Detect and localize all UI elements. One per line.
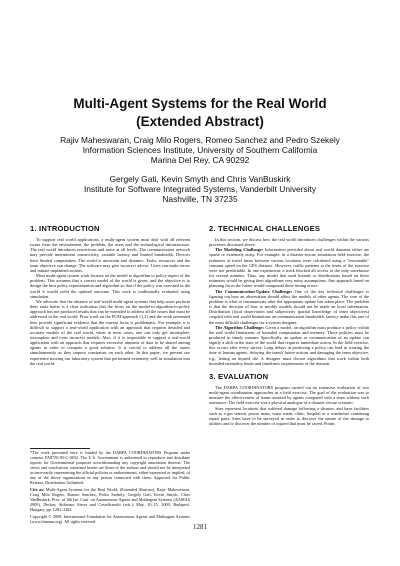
author-affiliation: Information Sciences Institute, University of Southern California [82, 145, 318, 155]
paragraph-body: One of the key technical challenges is figuring out how an observation should affect the models of other agents. The core of the problem is what to communicate after the appropriate update has taken place. The problem is that the decision of how to modify models should not be made on local information. Distribution (local observation and subjectivity (partial knowledge of team objectives) coupled with real world limitations on communication bandwidth, latency make this one of the most difficult challenges for a system designer. [209, 288, 369, 325]
funding-footnote: *The work presented here is funded by the DARPA COORDINATORS Program under contract FA8750-05-C-0032. The U.S. Government is authorized to reproduce and distribute reports for Governmental purposes notwithstanding any copyright annotation thereon. The views and conclusions contained herein are those of the authors and should not be interpreted as necessarily representing the official policies or endorsements, either expressed or implied, of any of the above organizations or any person connected with them. Approved for Public Release, Distribution Unlimited. [30, 450, 190, 485]
author-names: Gergely Gati, Kevin Smyth and Chris VanBuskirk [109, 174, 291, 184]
author-block-isi [0, 135, 400, 165]
communication-paragraph [209, 289, 369, 325]
body-paragraph: The DARPA COORDINATORS program carried out an extensive evaluation of two multi-agent coordination approaches in a field exercise. The goal of the evaluation was to measure the effectiveness of teams assisted by agents compared with a team without such assistance. The field exercise was a physical analogue of a disaster rescue scenario. [209, 384, 369, 406]
body-paragraph: In this section, we discuss how the real world introduces challenges within the various processes discussed above. [209, 237, 369, 248]
paragraph-body: Information provided about real world domains either are sparse or extremely noisy. For example, in a disaster-rescue simulation field exercise, the estimates of travel times between various locations were calculated using a "reasonable" constant speed on the GPS distance. However, traffic patterns at the times of the exercise were not predictable. In one experiment, a truck blocked all access to the only warehouse for several minutes. Thus, any model that used bounds or distributions based on these estimates would be giving their algorithms very noisy assumptions. Any approach based on planning far in the future would compound these timing errors. [209, 247, 369, 289]
run-in-heading: The Communication-Update Challenge: [215, 288, 293, 294]
section-heading-introduction: 1. INTRODUCTION [30, 224, 100, 233]
cite-label: Cite as: [30, 487, 45, 492]
algorithm-paragraph [209, 325, 369, 366]
footnote-divider [30, 448, 90, 449]
citation-note [30, 487, 190, 512]
paper-subtitle: (Extended Abstract) [136, 114, 264, 129]
section-heading-evaluation: 3. EVALUATION [209, 371, 269, 381]
paper-title: Multi-Agent Systems for the Real World [73, 96, 327, 111]
paragraph-body: Given a model, an algorithm must produce a policy within the real world limitations of bounded computation and memory. These policies must be produced in timely manner. Specifically, an update or communication of an update can signify a shift in the state of the world that requires immediate action. In the field exercise, this occurs after every survey. Long delays in producing a policy can lead to wasting the time of human agents, delaying the team's future actions and damaging the team objective, e.g., letting an injured die. A designer must choose algorithms that work within both bounded rationality limits and timeliness requirements of the domain. [209, 324, 369, 366]
section-heading-technical-challenges: 2. TECHNICAL CHALLENGES [209, 224, 321, 233]
run-in-heading: The Algorithm Challenge: [215, 324, 264, 330]
copyright-note: Copyright © 2009, International Foundation for Autonomous Agents and Multiagent Systems (www.ifaamas.org). All rights reserved. [30, 514, 190, 524]
author-affiliation: Institute for Software Integrated Systems, Vanderbilt University [83, 184, 317, 194]
left-column [30, 224, 190, 366]
run-in-heading: The Modeling Challenge: [215, 247, 264, 253]
page-number: 1281 [193, 523, 207, 531]
footnote-block [30, 450, 190, 526]
author-address: Nashville, TN 37235 [162, 194, 238, 204]
modeling-paragraph [209, 247, 369, 288]
author-address: Marina Del Rey, CA 90292 [150, 155, 250, 165]
body-paragraph: We advocate that the absence of real-world multi-agent systems that help users perform their tasks better is a clear indication that the focus on the model-to-algorithm-to-policy approach has not produced results that can be extended to address all the issues that must be addressed in the real world. Prior work on the PCM approach [1,2] and the work presented here provide significant evidence that the current focus is problematic. For example, it is difficult to support a real-world application with an approach that requires detailed and accurate models of the real world, when in most cases, one can only get incomplete, incomplete and even incorrect models. Also, if it is impossible to support a real-world application with an approach that requires excessive amounts of data to be shared among agents in order to compute a good solution. It is crucial to address all the issues simultaneously as they impose constraints on each other. In this paper, we present our experience moving our laboratory system that performed extremely well in simulation into the real world. [30, 298, 190, 366]
body-paragraph: To support real world applications, a multi-agent system must deal with all relevant issues from the environment, the problem, the users and the technological infrastructure. The real world introduces restrictions and noise at all levels. The communication network may provide intermittent connectivity, variable latency and limited bandwidth. Devices have limited computation. The world is uncertain and dynamic. Tasks, resources and the team objective can change. The software may give incorrect advice. Users can make errors and initiate unplanned actions. [30, 237, 190, 273]
cite-text: Multi-Agent Systems for the Real World, (Extended Abstract), Rajiv Maheswaran, Craig Milo Rogers, Romeo Sanchez, Pedro Szekely, Gergely Gati, Kevin Smyth, Chris VanBuskirk, Proc. of 8th Int. Conf. on Autonomous Agents and Multiagent Systems (AAMAS 2009), Decker, Sichman, Sierra and Castelfranchi (eds.), May, 10–15, 2009, Budapest, Hungary, pp. 1281–1282 [30, 487, 191, 512]
body-paragraph: Sites represent locations that suffered damage following a disaster, and have facilities such as a gas station, power main, water main, clinic, hospital or a warehouse containing repair parts. Sites have to be surveyed in order to discover the nature of the damage to utilities and to discover the number of injured that must be saved. Points [209, 405, 369, 426]
author-names: Rajiv Maheswaran, Craig Milo Rogers, Romeo Sanchez and Pedro Szekely [60, 135, 340, 145]
author-block-vanderbilt [0, 174, 400, 204]
right-column [209, 224, 369, 426]
body-paragraph: Most multi-agent system work focuses on the model to algorithm to policy aspect of the problem. This assumes that a correct model of the world is given, and the objective is to design the best policy representation and algorithm so that if the policy was executed in the world it would yield the optimal outcome. This work is traditionally evaluated using simulation. [30, 273, 190, 299]
